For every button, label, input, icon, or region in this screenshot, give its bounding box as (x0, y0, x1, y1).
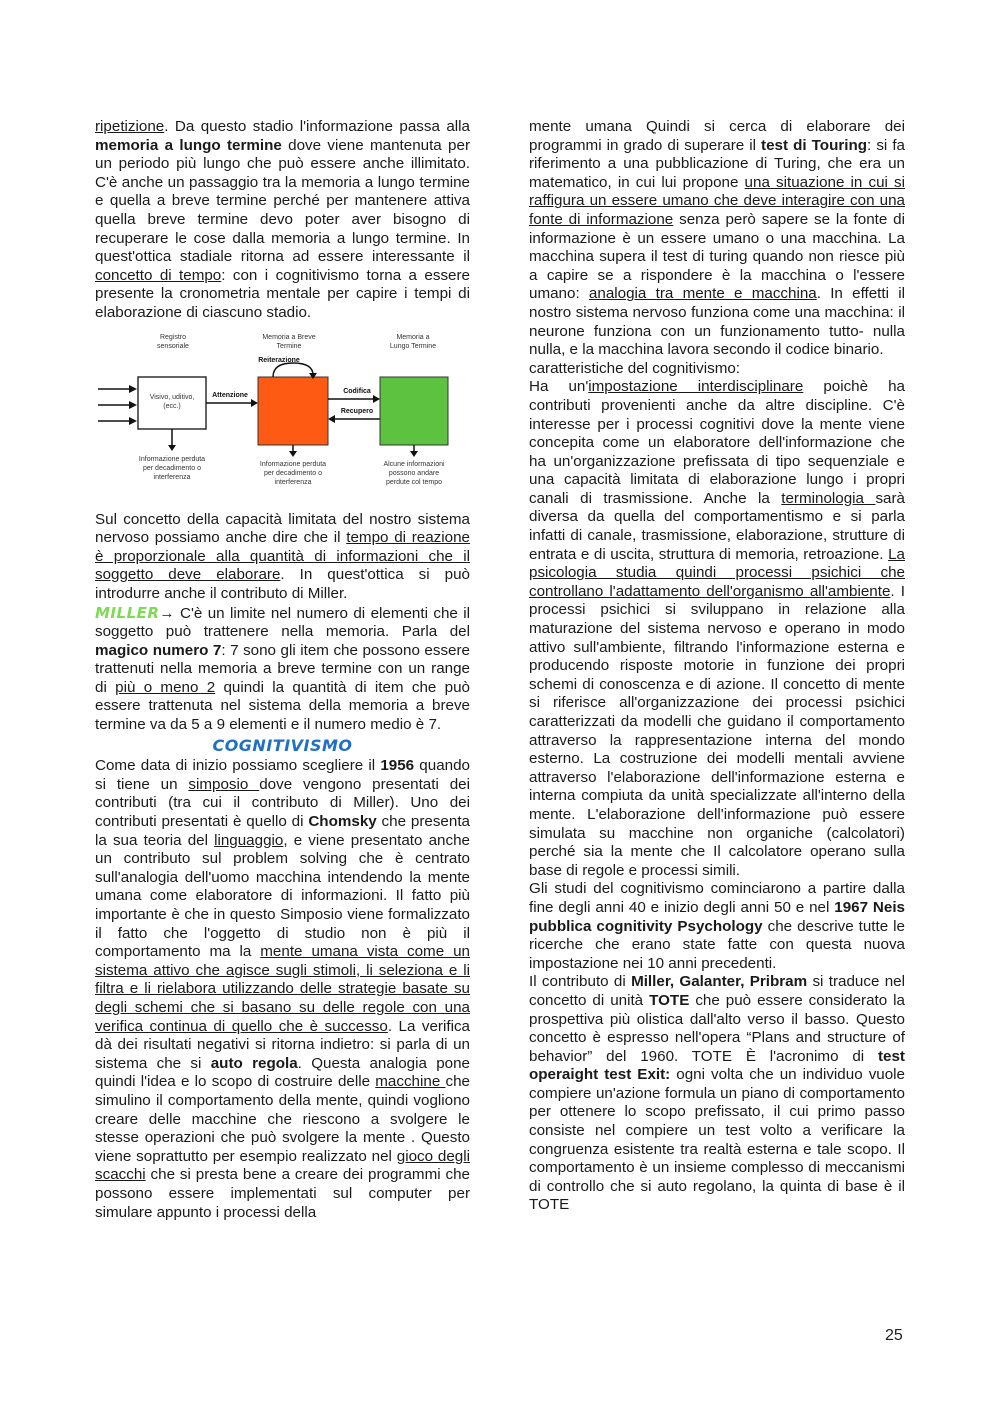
paragraph-cognitivismo-origins (95, 757, 470, 1222)
text: . Questa analogia pone quindi l'idea e lo scopo di costruire delle (95, 1054, 470, 1091)
text: senza però sapere se la fonte di informazione è un essere umano o una macchina. La macchina supera il test di turing quando non riesce più a capire se a rispondere è la macchina o l'essere umano: (529, 210, 905, 303)
text: quando si tiene un (95, 757, 470, 793)
text: Come data di inizio possiamo scegliere il (95, 757, 381, 775)
label-codifica: Codifica (343, 387, 371, 395)
memory-model-diagram (95, 329, 470, 499)
bottom1-l1: Informazione perduta (138, 455, 206, 463)
bold-text: test operaight test Exit: (529, 1047, 905, 1084)
text: . La verifica dà dei risultati negativi si ritorna indietro: si parla di un sistema che si (95, 1017, 470, 1072)
text: che può essere considerato la prospettiva più olistica dall'alto verso il basso. Questo concetto è espresso nell'opera “Plans and structure of behavior” del 1960. TOTE È l'acronimo di (529, 991, 905, 1065)
text: . Da questo stadio l'informazione passa alla (164, 118, 470, 135)
link-gioco-scacchi: gioco degli scacchi (95, 1147, 470, 1184)
heading-cognitivismo: COGNITIVISMO (212, 735, 353, 755)
label-registro-2: sensoriale (157, 342, 189, 350)
text: . I processi psichici si sviluppano in relazione alla maturazione del sistema nervoso e operano in modo attivo sull'ambiente, filtrando l'informazione esterna e producendo risposte motorie in funzione dei propri schemi di conoscenza e di azione. Il concetto di mente si riferisce all'organizzazione dei processi psichici caratterizzati da modelli che guidano il comportamento attraverso la rappresentazione interna del mondo esterno. La costruzione dei modelli mentali avviene attraverso l'elaborazione dell'informazione esterna e interna compiuta da unità specializzate all'interno della mente. L'elaborazione dell'informazione può essere simulata su macchine non organiche (calcolatori) perché sia la mente che Il calcolatore operano sulla base di regole e processi simili. (529, 582, 905, 879)
link-simposio: simposio (188, 775, 260, 793)
label-attenzione: Attenzione (212, 391, 248, 399)
text: Ha un' (529, 378, 589, 396)
text: Sul concetto della capacità limitata del nostro sistema nervoso possiamo anche dire che il (95, 510, 470, 547)
text: , e viene presentato anche un contributo sul problem solving che è centrato sull'analogia dell'uomo macchina intendendo la mente umana come elaboratore di informazioni. Il fatto più importante è che in questo Simposio viene formalizzato il fatto che l'oggetto di studio non è più il comportamento ma la (95, 831, 470, 961)
bottom2-l2: per decadimento o (264, 469, 322, 477)
paragraph-interdisciplinare (529, 378, 905, 880)
text: si traduce nel concetto di unità (529, 973, 905, 1009)
text: : 7 sono gli item che possono essere trattenuti nella memoria a breve termine con un range di (95, 641, 471, 696)
text: che simulino il comportamento della mente, quindi vogliono creare delle macchine che riescono a svolgere le stesse operazioni che può svolgere la mente . Questo viene soprattutto per esempio realizzato nel (95, 1073, 470, 1165)
bold-text: memoria a lungo termine (95, 136, 282, 154)
text: . In quest'ottica si può introdurre anche il contributo di Miller. (95, 566, 470, 602)
text: . In effetti il nostro sistema nervoso funziona come una macchina: il neurone funziona con un funzionamento tutto- nulla nulla, e la macchina lavora secondo il codice binario. (529, 285, 905, 359)
bottom2-l3: interferenza (274, 478, 312, 486)
text: Il contributo di (529, 973, 632, 991)
label-mlt-1: Memoria a (396, 333, 430, 341)
text: che presenta la sua teoria del (95, 813, 470, 849)
paragraph-turing (529, 118, 905, 360)
text: sarà diversa da quella del comportamentismo e si parla infatti di canale, trasmissione, elaborazione, strutture di entrata e di uscita, struttura di memoria, retroazione. (529, 489, 905, 563)
text: che si presta bene a creare dei programmi che possono essere implementati sul computer per simulare appunto i processi della (95, 1166, 470, 1221)
link-psicologia: La psicologia studia quindi processi psichici che controllano l'adattamento dell'organismo all'ambiente (529, 545, 905, 600)
box1-line2: (ecc.) (163, 402, 181, 410)
paragraph-memory-stages (95, 118, 470, 323)
bottom2-l1: Informazione perduta (259, 460, 327, 468)
link-linguaggio: linguaggio (214, 831, 284, 849)
bold-text: test di Touring (761, 136, 868, 154)
right-column (529, 118, 905, 1215)
bold-text: TOTE (649, 991, 690, 1009)
text: dove vengono presentati dei contributi (tra cui il contributo di Miller). Uno dei contributi presentati è quello di (95, 775, 470, 831)
bottom3-l3: perdute col tempo (385, 478, 443, 486)
bold-text: auto regola (210, 1054, 298, 1072)
link-analogia: analogia tra mente e macchina (588, 285, 817, 303)
paragraph-capacita-limitata (95, 511, 470, 604)
paragraph-tote (529, 973, 905, 1215)
label-mbt-1: Memoria a Breve (262, 333, 316, 341)
input-arrows (98, 385, 137, 425)
link-piu-meno-2: più o meno 2 (115, 678, 216, 696)
text: dove viene mantenuta per un periodo più lungo che può essere anche illimitato. C'è anche un passaggio tra la memoria a lungo termine e quella a breve termine perché per mantenere attiva quella breve termine devo poter aver bisogno di recuperare le cose dalla memoria a lungo termine. In quest'ottica stadiale ritorna ad essere interessante il (95, 136, 470, 266)
bottom3-l1: Alcune informazioni (383, 460, 445, 468)
text: → C'è un limite nel numero di elementi che il soggetto può trattenere nella memoria. Parla del (95, 604, 470, 641)
link-macchine: macchine (375, 1073, 446, 1091)
text: : si fa riferimento a una pubblicazione di Turing, che era un matematico, in cui lui propone (529, 136, 905, 191)
left-column (95, 118, 470, 1222)
link-situazione: una situazione in cui si raffigura un essere umano che deve interagire con una fonte di informazione (529, 173, 906, 228)
text: ogni volta che un individuo vuole compiere un'azione formula un piano di comportamento per ottenere lo scopo prefissato, il cui primo passo consiste nel compiere un test volto a verificare la congruenza esistente tra realtà esterna e tale scopo. Il comportamento è un insieme complesso di meccanismi di controllo che si auto regolano, la quinta di base è il TOTE (529, 1066, 905, 1214)
paragraph-neisser (529, 880, 905, 973)
box1-line1: Visivo, uditivo, (149, 393, 195, 401)
paragraph-caratteristiche: caratteristiche del cognitivismo: (529, 359, 741, 377)
text: : con i cognitivismo torna a essere presente la cronometria mentale per capire i tempi di elaborazione di ciascuno stadio. (95, 266, 470, 321)
text: mente umana Quindi si cerca di elaborare dei programmi in grado di superare il (529, 118, 905, 154)
bold-text: Miller, Galanter, Pribram (631, 973, 808, 991)
long-term-memory-box (380, 377, 448, 445)
bottom1-l2: per decadimento o (143, 464, 201, 472)
link-ripetizione: ripetizione (95, 118, 165, 135)
paragraph-miller (95, 604, 470, 735)
bold-text: 1956 (380, 757, 415, 775)
label-mbt-2: Termine (276, 342, 302, 350)
bottom3-l2: possono andare (388, 469, 440, 477)
bold-text: magico numero 7 (95, 641, 222, 659)
link-mente-umana: mente umana vista come un sistema attivo che agisce sugli stimoli, li seleziona e li filtra e li rielabora utilizzando delle strategie basate su degli schemi che si basano su delle regole con una verifica continua di quello che è successo (95, 943, 470, 1035)
heading-miller: MILLER (95, 603, 160, 622)
link-terminologia: terminologia (781, 489, 876, 507)
label-reiterazione: Reiterazione (258, 356, 300, 364)
bottom1-l3: interferenza (153, 473, 191, 481)
link-impostazione: impostazione interdisciplinare (588, 378, 804, 396)
short-term-memory-box (258, 377, 328, 445)
page-number: 25 (885, 1327, 903, 1344)
link-tempo-reazione: tempo di reazione è proporzionale alla quantità di informazioni che il soggetto deve elaborare (95, 529, 470, 584)
link-concetto-tempo: concetto di tempo (95, 266, 222, 284)
bold-text: 1967 Neis pubblica cognitivity Psychology (529, 898, 906, 935)
text: Gli studi del cognitivismo cominciarono a partire dalla fine degli anni 40 e inizio degli anni 50 e nel (529, 880, 905, 916)
text: poichè ha contributi provenienti anche da altre discipline. C'è interesse per i processi cognitivi dove la mente viene concepita come un elaboratore dell'informazione che ha un'organizzazione prefissata di tipo sequenziale e una capacità limitata di elaborazione lungo i propri canali di trasmissione. Anche la (529, 378, 906, 507)
label-mlt-2: Lungo Termine (389, 342, 437, 350)
label-recupero: Recupero (340, 407, 374, 415)
text: che descrive tutte le ricerche che erano state fatte con questa nuova impostazione nei 10 anni precedenti. (529, 917, 905, 972)
bold-text: Chomsky (308, 813, 377, 831)
label-registro-1: Registro (159, 333, 187, 341)
text: quindi la quantità di item che può essere trattenuta nel sistema della memoria a breve termine va da 5 a 9 elementi e il numero medio è 7. (95, 678, 470, 734)
